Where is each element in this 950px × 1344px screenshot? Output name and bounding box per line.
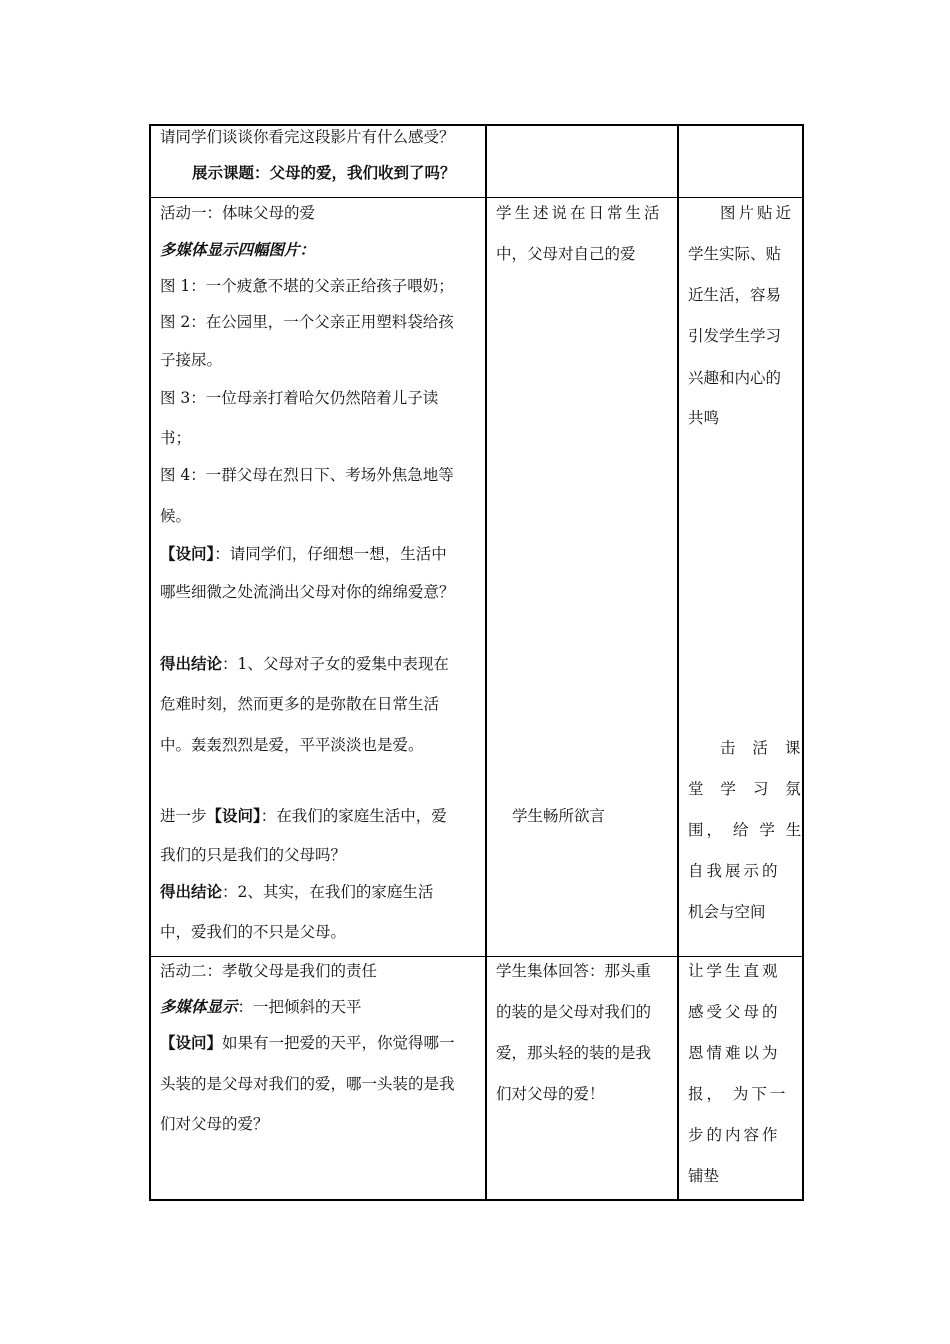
conclusion-1 xyxy=(160,654,449,674)
student-answer: 学生集体回答：那头重 xyxy=(496,962,652,980)
student-answer-cont-1: 的装的是父母对我们的 xyxy=(496,1003,652,1021)
design-intent-2-cont-4: 机会与空间 xyxy=(688,903,766,921)
question-2-label: 【设问】 xyxy=(206,807,261,825)
picture-3-text: 图 3：一位母亲打着哈欠仍然陪着儿子读 xyxy=(160,389,439,407)
conclusion-1-label: 得出结论 xyxy=(160,655,223,673)
student-answer-cont-2: 爱，那头轻的装的是我 xyxy=(496,1044,652,1062)
question-3-cont-1: 头装的是父母对我们的爱，哪一头装的是我 xyxy=(160,1075,455,1093)
question-1 xyxy=(160,544,447,564)
activity-one-title: 活动一：体味父母的爱 xyxy=(160,204,316,222)
question-1-label: 【设问】 xyxy=(160,545,215,563)
question-3-cont-2: 们对父母的爱？ xyxy=(160,1115,269,1133)
design-intent-2-cont-1: 堂 学 习 氛 xyxy=(688,780,807,798)
design-intent-2-cont-2: 围， 给 学 生 xyxy=(688,821,805,839)
student-activity-1-cont: 中，父母对自己的爱 xyxy=(496,245,636,263)
design-intent-2: 击 活 课 xyxy=(720,739,807,757)
picture-3-text-cont: 书； xyxy=(160,429,192,447)
picture-1-text: 图 1：一个疲惫不堪的父亲正给孩子喂奶； xyxy=(160,277,454,295)
question-1-text: ：请同学们，仔细想一想，生活中 xyxy=(214,545,447,563)
picture-2-text-cont: 子接尿。 xyxy=(160,351,223,369)
design-intent-3-cont-5: 铺垫 xyxy=(688,1167,720,1185)
design-intent-1-cont-2: 近生活，容易 xyxy=(688,286,782,304)
design-intent-1-cont-1: 学生实际、贴 xyxy=(688,245,782,263)
activity-two-title: 活动二：孝敬父母是我们的责任 xyxy=(160,962,378,980)
design-intent-3-cont-1: 感受父母的 xyxy=(688,1003,781,1021)
conclusion-1-cont-1: 危难时刻，然而更多的是弥散在日常生活 xyxy=(160,695,440,713)
design-intent-1-cont-4: 兴趣和内心的 xyxy=(688,369,782,387)
question-3-label: 【设问】 xyxy=(160,1034,223,1052)
question-2 xyxy=(160,806,447,826)
conclusion-2 xyxy=(160,882,433,902)
lesson-topic: 展示课题：父母的爱，我们收到了吗？ xyxy=(192,164,456,182)
row-divider-1 xyxy=(151,197,802,198)
conclusion-2-label: 得出结论 xyxy=(160,883,223,901)
column-divider-1 xyxy=(485,126,487,1199)
question-2-cont: 我们的只是我们的父母吗？ xyxy=(160,846,347,864)
design-intent-3: 让学生直观 xyxy=(688,962,781,980)
conclusion-1-cont-2: 中。轰轰烈烈是爱，平平淡淡也是爱。 xyxy=(160,736,424,754)
picture-2-text: 图 2：在公园里，一个父亲正用塑料袋给孩 xyxy=(160,313,454,331)
design-intent-3-cont-3: 报， 为下一 xyxy=(688,1085,789,1103)
design-intent-1-cont-3: 引发学生学习 xyxy=(688,327,782,345)
student-answer-cont-3: 们对父母的爱！ xyxy=(496,1085,605,1103)
design-intent-1: 图片贴近 xyxy=(720,204,795,222)
multimedia-display-label: 多媒体显示 xyxy=(160,998,238,1016)
question-3-text: 如果有一把爱的天平，你觉得哪一 xyxy=(222,1034,455,1052)
multimedia-display-text: ：一把倾斜的天平 xyxy=(237,998,362,1016)
intro-question: 请同学们谈谈你看完这段影片有什么感受？ xyxy=(160,128,455,146)
student-activity-2: 学生畅所欲言 xyxy=(512,807,606,825)
design-intent-3-cont-4: 步的内容作 xyxy=(688,1126,781,1144)
question-1-cont: 哪些细微之处流淌出父母对你的绵绵爱意？ xyxy=(160,583,455,601)
student-activity-1: 学生述说在日常生活 xyxy=(496,204,663,222)
conclusion-1-text: ：1、父母对子女的爱集中表现在 xyxy=(222,655,449,673)
design-intent-1-cont-5: 共鸣 xyxy=(688,409,720,427)
multimedia-display xyxy=(160,997,362,1017)
multimedia-heading: 多媒体显示四幅图片： xyxy=(160,241,316,259)
question-2-prefix: 进一步 xyxy=(160,807,207,825)
row-divider-2 xyxy=(151,956,802,957)
question-3 xyxy=(160,1033,455,1053)
column-divider-2 xyxy=(677,126,679,1199)
design-intent-2-cont-3: 自我展示的 xyxy=(688,862,781,880)
design-intent-3-cont-2: 恩情难以为 xyxy=(688,1044,781,1062)
conclusion-2-cont: 中，爱我们的不只是父母。 xyxy=(160,923,347,941)
conclusion-2-text: ：2、其实，在我们的家庭生活 xyxy=(222,883,434,901)
picture-4-text: 图 4：一群父母在烈日下、考场外焦急地等 xyxy=(160,466,454,484)
question-2-text: ：在我们的家庭生活中，爱 xyxy=(260,807,447,825)
picture-4-text-cont: 候。 xyxy=(160,507,192,525)
